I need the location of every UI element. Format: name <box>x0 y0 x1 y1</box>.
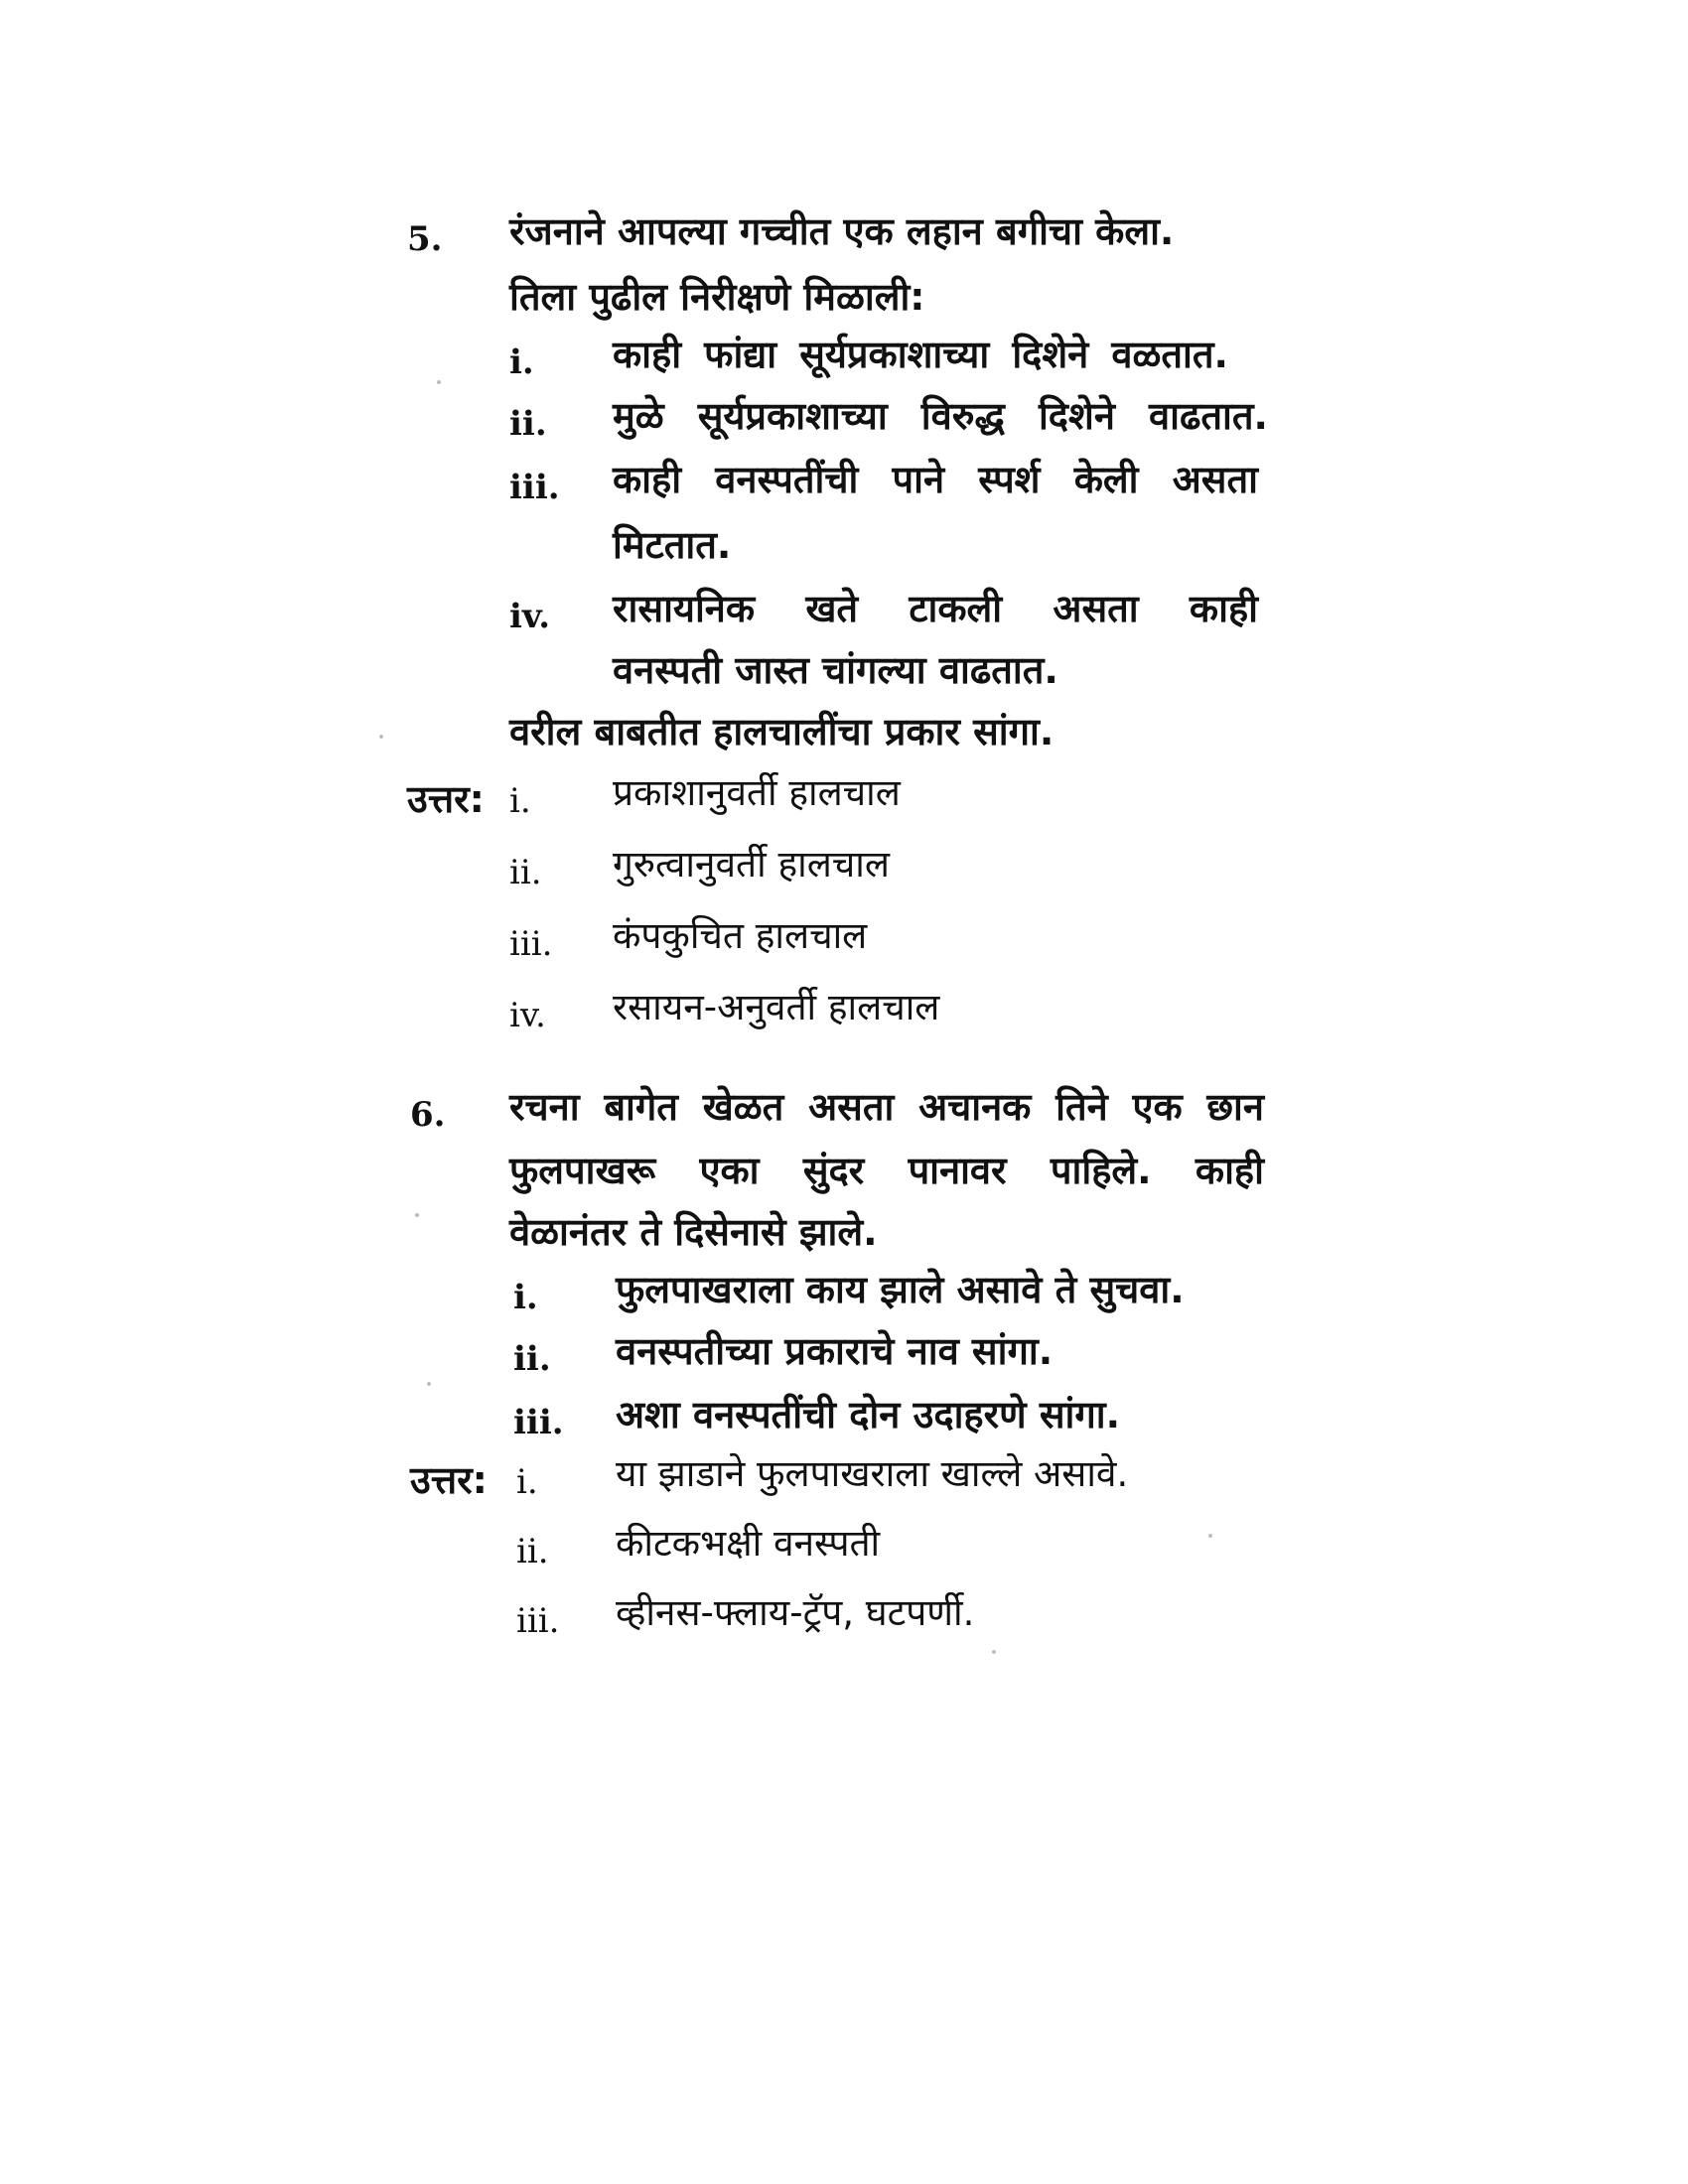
word: सुंदर <box>802 1149 865 1192</box>
question-5-answer-text: गुरुत्वानुवर्ती हालचाल <box>613 843 890 886</box>
question-6-answer-number: iii. <box>516 1601 560 1641</box>
question-6-answer-number: ii. <box>516 1532 549 1571</box>
question-6-item-text: वनस्पतीच्या प्रकाराचे नाव सांगा. <box>616 1329 1054 1373</box>
word: रचना <box>509 1085 580 1129</box>
question-5-item-label: iii. <box>509 468 560 507</box>
question-5-item-label: iv. <box>509 597 551 636</box>
word: काही <box>613 333 682 376</box>
word: वनस्पतींची <box>715 458 859 501</box>
scan-speck <box>1208 1534 1212 1538</box>
question-5-item-i-text <box>613 333 1228 376</box>
question-5-stem-line-1: रंजनाने आपल्या गच्चीत एक लहान बगीचा केला. <box>509 209 1175 253</box>
word: एक <box>1132 1085 1183 1129</box>
word: काही <box>613 458 682 501</box>
word: असता <box>808 1085 895 1129</box>
word: दिशेने <box>1012 333 1089 376</box>
question-6-item-text: अशा वनस्पतींची दोन उदाहरणे सांगा. <box>616 1393 1121 1436</box>
question-5-answer-text: कंपकुचित हालचाल <box>613 914 868 957</box>
scan-speck <box>992 1650 996 1654</box>
question-6-item-label: i. <box>513 1278 538 1317</box>
word: वळतात. <box>1111 333 1228 376</box>
word: पानावर <box>908 1149 1007 1192</box>
question-5-answer-number: iii. <box>509 924 553 964</box>
question-6-stem-line-1 <box>509 1085 1264 1129</box>
question-5-closing: वरील बाबतीत हालचालींचा प्रकार सांगा. <box>509 710 1055 753</box>
word: असता <box>1053 587 1139 630</box>
word: फुलपाखरू <box>509 1149 656 1192</box>
question-5-answer-label: उत्तर: <box>407 777 485 821</box>
word: वाढतात. <box>1149 394 1268 438</box>
question-6-number: 6. <box>410 1095 446 1135</box>
word: तिने <box>1055 1085 1108 1129</box>
question-6-answer-text: या झाडाने फुलपाखराला खाल्ले असावे. <box>616 1452 1129 1495</box>
word: छान <box>1206 1085 1264 1129</box>
question-6-item-label: ii. <box>513 1339 551 1379</box>
question-5-answer-number: i. <box>509 781 531 821</box>
question-5-item-label: i. <box>509 342 534 382</box>
word: पाहिले. <box>1050 1149 1152 1192</box>
word: खते <box>805 587 859 630</box>
question-5-answer-number: ii. <box>509 853 542 892</box>
question-6-item-text: फुलपाखराला काय झाले असावे ते सुचवा. <box>616 1268 1185 1311</box>
question-5-item-iv-text <box>613 587 1258 630</box>
question-6-stem-line-3: वेळानंतर ते दिसेनासे झाले. <box>509 1210 878 1254</box>
question-6-answer-text: व्हीनस-फ्लाय-ट्रॅप, घटपर्णी. <box>616 1591 975 1634</box>
word: टाकली <box>909 587 1003 630</box>
question-5-item-iv-text-line-2: वनस्पती जास्त चांगल्या वाढतात. <box>613 648 1058 692</box>
word: बागेत <box>604 1085 678 1129</box>
question-6-answer-label: उत्तर: <box>410 1458 488 1502</box>
scan-speck <box>379 735 383 739</box>
question-5-answer-number: iv. <box>509 996 546 1035</box>
word: स्पर्श <box>978 458 1041 501</box>
word: मुळे <box>613 394 664 438</box>
question-6-stem-line-2 <box>509 1149 1264 1192</box>
word: केली <box>1073 458 1139 501</box>
word: सूर्यप्रकाशाच्या <box>697 394 888 438</box>
word: फांद्या <box>704 333 777 376</box>
word: सूर्यप्रकाशाच्या <box>799 333 990 376</box>
scan-speck <box>437 380 441 384</box>
word: रासायनिक <box>613 587 756 630</box>
question-5-stem-line-2: तिला पुढील निरीक्षणे मिळाली: <box>509 275 925 319</box>
question-5-item-label: ii. <box>509 404 547 444</box>
word: विरुद्ध <box>920 394 1005 438</box>
question-5-item-iii-text <box>613 458 1258 501</box>
question-6-answer-number: i. <box>516 1462 538 1502</box>
scan-speck <box>415 1213 419 1217</box>
question-5-item-ii-text <box>613 394 1268 438</box>
word: एका <box>699 1149 760 1192</box>
question-5-item-iii-text-line-2: मिटतात. <box>613 523 732 567</box>
word: दिशेने <box>1038 394 1115 438</box>
question-5-answer-text: रसायन-अनुवर्ती हालचाल <box>613 986 940 1028</box>
question-5-number: 5. <box>407 219 443 259</box>
word: अचानक <box>918 1085 1032 1129</box>
word: असता <box>1172 458 1258 501</box>
word: काही <box>1189 587 1258 630</box>
question-6-item-label: iii. <box>513 1403 564 1442</box>
word: पाने <box>892 458 945 501</box>
question-6-answer-text: कीटकभक्षी वनस्पती <box>616 1522 881 1565</box>
scan-speck <box>427 1382 431 1386</box>
question-5-answer-text: प्रकाशानुवर्ती हालचाल <box>613 771 901 814</box>
word: काही <box>1195 1149 1264 1192</box>
word: खेळत <box>702 1085 784 1129</box>
